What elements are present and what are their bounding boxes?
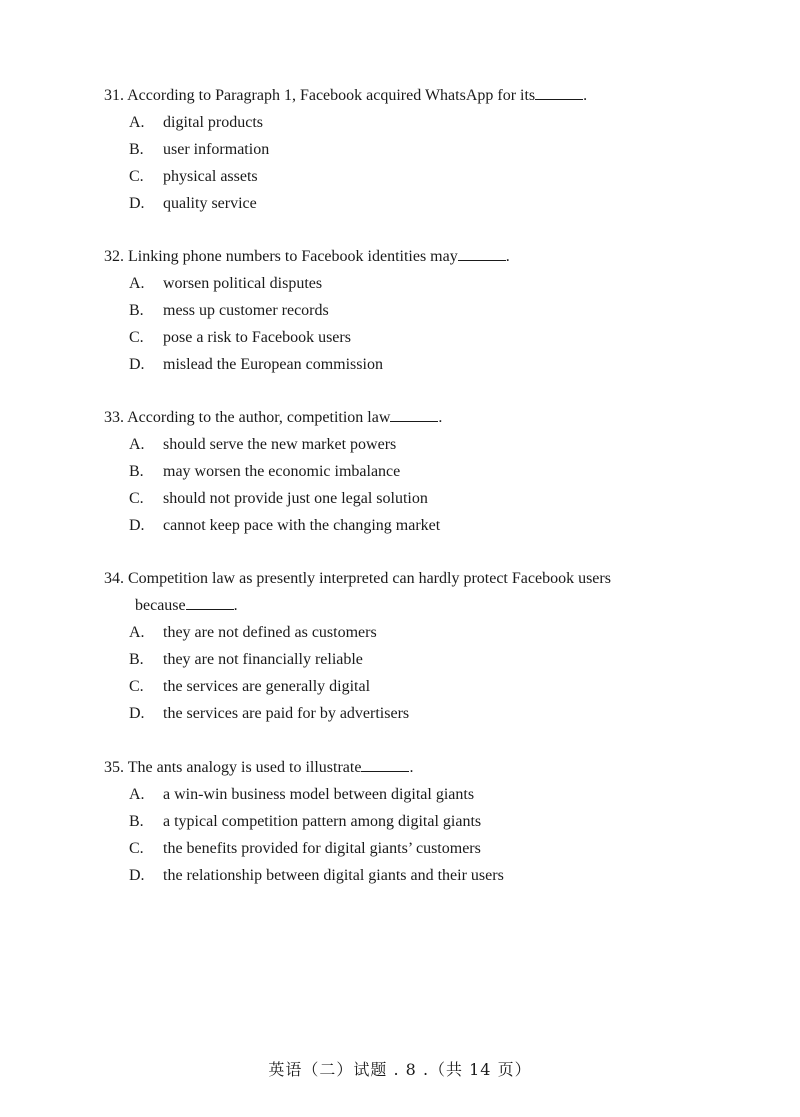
question-34-stem: 34. Competition law as presently interpreted can hardly protect Facebook users xyxy=(104,570,611,587)
question-35-option-a: A. a win-win business model between digital giants xyxy=(129,786,475,803)
question-33-option-b: B. may worsen the economic imbalance xyxy=(129,463,401,480)
question-31-option-c: C. physical assets xyxy=(129,168,258,185)
question-33-option-c: C. should not provide just one legal solution xyxy=(129,490,428,507)
question-31-option-b: B. user information xyxy=(129,141,270,158)
answer-blank xyxy=(361,757,409,772)
answer-blank xyxy=(458,246,506,261)
question-34-option-b: B. they are not financially reliable xyxy=(129,651,363,668)
question-32-stem: 32. Linking phone numbers to Facebook identities may . xyxy=(104,248,510,265)
answer-blank xyxy=(535,85,583,100)
question-31-stem: 31. According to Paragraph 1, Facebook acquired WhatsApp for its . xyxy=(104,87,588,104)
question-32-option-b: B. mess up customer records xyxy=(129,302,329,319)
question-33-option-d: D. cannot keep pace with the changing market xyxy=(129,517,441,534)
question-35-stem: 35. The ants analogy is used to illustrate . xyxy=(104,759,414,776)
question-35-option-d: D. the relationship between digital giants and their users xyxy=(129,867,504,884)
question-32-option-c: C. pose a risk to Facebook users xyxy=(129,329,351,346)
question-35-option-c: C. the benefits provided for digital giants’ customers xyxy=(129,840,481,857)
question-34-option-c: C. the services are generally digital xyxy=(129,678,371,695)
page-footer: 英语（二）试题 . 8 .（共 14 页） xyxy=(268,1060,532,1079)
question-32-option-d: D. mislead the European commission xyxy=(129,356,383,373)
question-33-option-a: A. should serve the new market powers xyxy=(129,436,397,453)
question-35-option-b: B. a typical competition pattern among digital giants xyxy=(129,813,482,830)
question-32-option-a: A. worsen political disputes xyxy=(129,275,323,292)
question-34-option-a: A. they are not defined as customers xyxy=(129,624,377,641)
answer-blank xyxy=(390,407,438,422)
question-33-stem: 33. According to the author, competition law . xyxy=(104,409,443,426)
question-31-option-d: D. quality service xyxy=(129,195,257,212)
answer-blank xyxy=(186,595,234,610)
question-31-option-a: A. digital products xyxy=(129,114,263,131)
question-34-stem-continued: because . xyxy=(135,597,238,614)
question-34-option-d: D. the services are paid for by advertisers xyxy=(129,705,410,722)
